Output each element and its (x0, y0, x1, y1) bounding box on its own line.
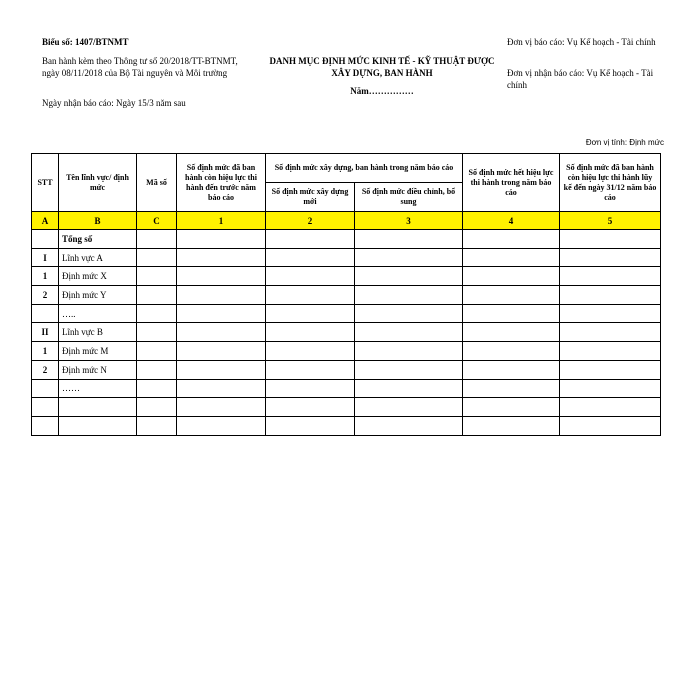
row-cell (137, 379, 177, 398)
row-cell (137, 267, 177, 286)
index-cell: 3 (355, 212, 463, 230)
header-col-2: Số định mức xây dựng mới (266, 183, 355, 212)
table-row (32, 416, 661, 435)
row-cell (137, 286, 177, 305)
row-cell (463, 304, 560, 323)
row-cell (266, 304, 355, 323)
row-cell (177, 342, 266, 361)
row-cell (463, 360, 560, 379)
index-cell: 5 (560, 212, 661, 230)
table-row (32, 267, 661, 286)
row-cell (560, 398, 661, 417)
row-cell (560, 304, 661, 323)
row-stt: II (32, 323, 59, 342)
row-name: Định mức N (59, 360, 137, 379)
row-stt: 1 (32, 267, 59, 286)
table-row (32, 248, 661, 267)
report-title: DANH MỤC ĐỊNH MỨC KINH TẾ - KỸ THUẬT ĐƯỢC XÂY DỰNG, BAN HÀNH (269, 56, 495, 78)
row-name: Lĩnh vực B (59, 323, 137, 342)
index-cell: C (137, 212, 177, 230)
header-col-1: Số định mức đã ban hành còn hiệu lực thi hành đến trước năm báo cáo (177, 154, 266, 212)
report-year: Năm…………… (350, 86, 414, 96)
unit-of-measure: Đơn vị tính: Định mức (585, 138, 664, 147)
form-code: Biểu số: 1407/BTNMT (42, 37, 129, 47)
row-cell (560, 379, 661, 398)
row-cell (560, 323, 661, 342)
row-cell (355, 398, 463, 417)
row-cell (560, 267, 661, 286)
row-cell (560, 342, 661, 361)
row-cell (137, 304, 177, 323)
row-cell (137, 248, 177, 267)
header-code: Mã số (137, 154, 177, 212)
report-table (31, 153, 661, 436)
row-cell (266, 248, 355, 267)
header-col-4: Số định mức hết hiệu lực thi hành trong năm báo cáo (463, 154, 560, 212)
row-cell (266, 360, 355, 379)
row-cell (560, 360, 661, 379)
row-name: Định mức X (59, 267, 137, 286)
row-stt (32, 416, 59, 435)
row-stt (32, 230, 59, 249)
row-cell (137, 342, 177, 361)
index-cell: 4 (463, 212, 560, 230)
row-cell (355, 379, 463, 398)
row-cell (266, 230, 355, 249)
receive-date-text: Ngày nhận báo cáo: Ngày 15/3 năm sau (42, 98, 186, 108)
row-stt (32, 304, 59, 323)
row-cell (560, 416, 661, 435)
row-stt: 1 (32, 342, 59, 361)
row-cell (177, 360, 266, 379)
row-stt: 2 (32, 360, 59, 379)
row-cell (266, 323, 355, 342)
row-cell (266, 267, 355, 286)
row-cell (355, 416, 463, 435)
row-cell (355, 230, 463, 249)
row-name: Định mức Y (59, 286, 137, 305)
table-row (32, 286, 661, 305)
table-row (32, 304, 661, 323)
row-cell (355, 267, 463, 286)
issued-by-text: Ban hành kèm theo Thông tư số 20/2018/TT-BTNMT, ngày 08/11/2018 của Bộ Tài nguyên và Môi trường (42, 56, 238, 78)
row-cell (177, 323, 266, 342)
row-cell (266, 416, 355, 435)
row-cell (177, 230, 266, 249)
row-cell (463, 267, 560, 286)
reporting-unit: Đơn vị báo cáo: Vụ Kế hoạch - Tài chính (507, 37, 656, 47)
row-cell (355, 323, 463, 342)
header-name: Tên lĩnh vực/ định mức (59, 154, 137, 212)
row-cell (463, 286, 560, 305)
row-cell (355, 360, 463, 379)
row-cell (560, 230, 661, 249)
row-cell (355, 286, 463, 305)
row-name: …… (59, 379, 137, 398)
row-cell (355, 304, 463, 323)
row-cell (177, 248, 266, 267)
row-cell (266, 286, 355, 305)
table-row (32, 379, 661, 398)
row-cell (137, 416, 177, 435)
row-cell (463, 248, 560, 267)
row-cell (463, 323, 560, 342)
row-cell (177, 379, 266, 398)
header-stt: STT (32, 154, 59, 212)
row-cell (463, 416, 560, 435)
row-name: Tổng số (59, 230, 137, 249)
row-name (59, 416, 137, 435)
table-row (32, 323, 661, 342)
row-cell (560, 286, 661, 305)
row-name (59, 398, 137, 417)
header-group: Số định mức xây dựng, ban hành trong năm báo cáo (266, 154, 463, 183)
table-row (32, 230, 661, 249)
row-cell (137, 230, 177, 249)
index-row (32, 212, 661, 230)
row-cell (355, 342, 463, 361)
index-cell: B (59, 212, 137, 230)
row-cell (137, 360, 177, 379)
row-cell (177, 286, 266, 305)
row-stt (32, 398, 59, 417)
header-col-5: Số định mức đã ban hành còn hiệu lực thi hành lũy kế đến ngày 31/12 năm báo cáo (560, 154, 661, 212)
table-row (32, 342, 661, 361)
row-cell (463, 230, 560, 249)
row-cell (137, 323, 177, 342)
row-cell (137, 398, 177, 417)
row-cell (355, 248, 463, 267)
row-cell (266, 398, 355, 417)
row-stt: 2 (32, 286, 59, 305)
row-cell (560, 248, 661, 267)
row-cell (177, 267, 266, 286)
index-cell: 2 (266, 212, 355, 230)
row-name: ….. (59, 304, 137, 323)
row-cell (463, 342, 560, 361)
row-stt (32, 379, 59, 398)
row-cell (463, 398, 560, 417)
row-cell (177, 416, 266, 435)
row-stt: I (32, 248, 59, 267)
receiving-unit: Đơn vị nhận báo cáo: Vụ Kế hoạch - Tài chính (507, 68, 654, 90)
table-row (32, 398, 661, 417)
index-cell: A (32, 212, 59, 230)
row-cell (266, 379, 355, 398)
header-col-3: Số định mức điều chỉnh, bổ sung (355, 183, 463, 212)
row-cell (266, 342, 355, 361)
index-cell: 1 (177, 212, 266, 230)
row-name: Định mức M (59, 342, 137, 361)
row-cell (177, 304, 266, 323)
table-row (32, 360, 661, 379)
row-cell (177, 398, 266, 417)
row-name: Lĩnh vực A (59, 248, 137, 267)
row-cell (463, 379, 560, 398)
